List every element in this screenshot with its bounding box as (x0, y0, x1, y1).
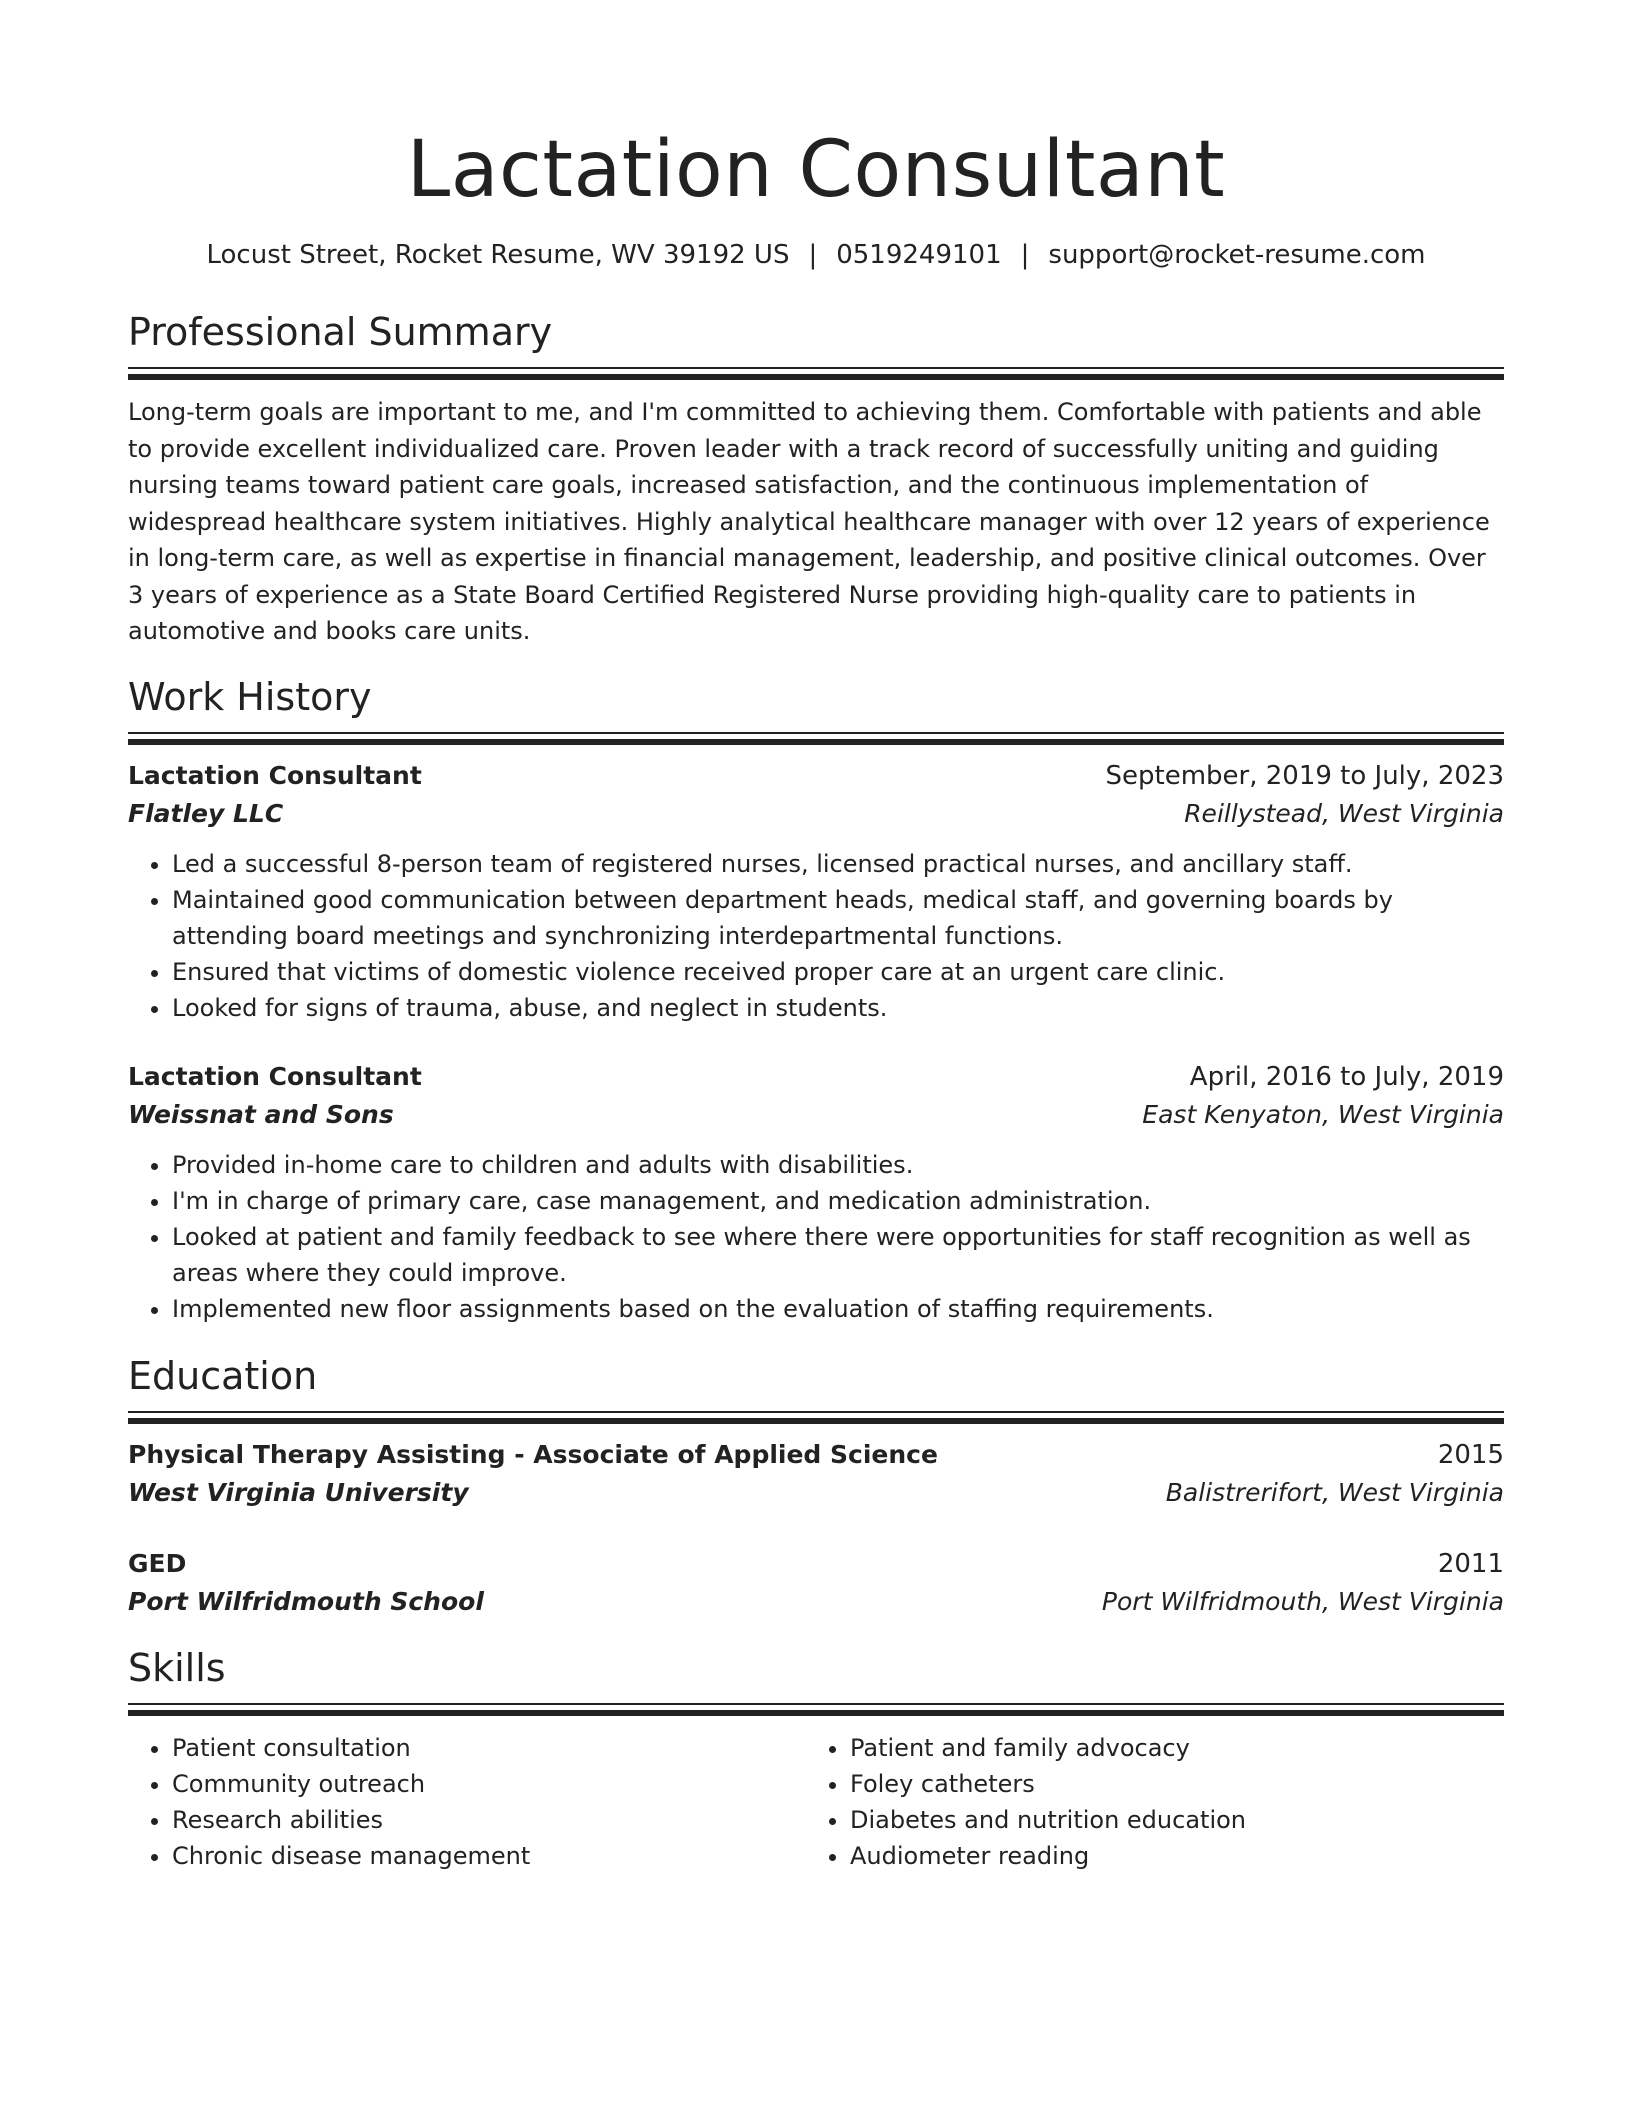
skills-column-right (806, 1730, 1484, 1874)
section-title-skills: Skills (128, 1645, 226, 1690)
skill-item: • Diabetes and nutrition education (850, 1802, 1484, 1838)
education-degree: GED (128, 1548, 187, 1578)
education-entry (128, 1545, 1504, 1621)
job-bullet: • Maintained good communication between department heads, medical staff, and governing boards by attending board meetings and synchronizing interdepartmental functions. (172, 882, 1504, 954)
skill-item: • Audiometer reading (850, 1838, 1484, 1874)
job-bullet: • I'm in charge of primary care, case management, and medication administration. (172, 1183, 1504, 1219)
contact-email: support@rocket-resume.com (1048, 240, 1426, 270)
education-location: Port Wilfridmouth, West Virginia (1101, 1586, 1504, 1616)
job-location: Reillystead, West Virginia (1184, 798, 1504, 828)
section-divider (128, 1411, 1504, 1424)
skill-item: • Patient and family advocacy (850, 1730, 1484, 1766)
contact-line (128, 237, 1504, 273)
contact-phone: 0519249101 (836, 240, 1002, 270)
section-divider (128, 732, 1504, 745)
work-history-section (128, 672, 1504, 1327)
skills-list (128, 1730, 1504, 1874)
job-bullet: • Provided in-home care to children and adults with disabilities. (172, 1147, 1504, 1183)
education-degree: Physical Therapy Assisting - Associate of Applied Science (128, 1439, 938, 1469)
job-entry (128, 1058, 1504, 1327)
education-school: Port Wilfridmouth School (128, 1586, 484, 1616)
job-bullet: • Led a successful 8-person team of registered nurses, licensed practical nurses, and ancillary staff. (172, 846, 1504, 882)
job-bullet: • Implemented new floor assignments based on the evaluation of staffing requirements. (172, 1291, 1504, 1327)
section-title-work-history: Work History (128, 674, 372, 719)
contact-separator: | (808, 240, 818, 270)
contact-address: Locust Street, Rocket Resume, WV 39192 US (206, 240, 790, 270)
skills-column-left (128, 1730, 806, 1874)
resume-page (128, 118, 1504, 1874)
section-title-education: Education (128, 1353, 318, 1398)
job-company: Weissnat and Sons (128, 1099, 394, 1129)
summary-section (128, 307, 1504, 650)
job-company: Flatley LLC (128, 798, 284, 828)
job-bullet: • Looked for signs of trauma, abuse, and neglect in students. (172, 990, 1504, 1026)
job-bullet: • Looked at patient and family feedback to see where there were opportunities for staff recognition as well as areas where they could improve. (172, 1219, 1504, 1291)
job-bullets (128, 1147, 1504, 1327)
skills-section (128, 1643, 1504, 1874)
education-section (128, 1351, 1504, 1621)
job-title: Lactation Consultant (128, 760, 422, 790)
section-divider (128, 1703, 1504, 1716)
job-bullet: • Ensured that victims of domestic violence received proper care at an urgent care clinic. (172, 954, 1504, 990)
skill-item: • Patient consultation (172, 1730, 806, 1766)
section-title-summary: Professional Summary (128, 310, 553, 354)
job-dates: April, 2016 to July, 2019 (1189, 1061, 1504, 1092)
education-year: 2015 (1437, 1439, 1504, 1470)
job-bullets (128, 846, 1504, 1026)
skill-item: • Research abilities (172, 1802, 806, 1838)
summary-text: Long-term goals are important to me, and I'm committed to achieving them. Comfortable with patients and able to provide excellent individualized care. Proven leader with a track record of successfully uniting and guiding nursing teams toward patient care goals, increased satisfaction, and the continuous implementation of widespread healthcare system initiatives. Highly analytical healthcare manager with over 12 years of experience in long-term care, as well as expertise in financial management, leadership, and positive clinical outcomes. Over 3 years of experience as a State Board Certified Registered Nurse providing high-quality care to patients in automotive and books care units. (128, 398, 1490, 645)
job-location: East Kenyaton, West Virginia (1142, 1099, 1504, 1129)
education-school: West Virginia University (128, 1477, 469, 1507)
resume-name: Lactation Consultant (406, 125, 1226, 215)
job-dates: September, 2019 to July, 2023 (1105, 760, 1504, 791)
education-location: Balistrerifort, West Virginia (1165, 1477, 1504, 1507)
job-title: Lactation Consultant (128, 1061, 422, 1091)
skill-item: • Foley catheters (850, 1766, 1484, 1802)
skill-item: • Chronic disease management (172, 1838, 806, 1874)
job-entry (128, 757, 1504, 1026)
skill-item: • Community outreach (172, 1766, 806, 1802)
contact-separator: | (1020, 240, 1030, 270)
section-divider (128, 367, 1504, 380)
education-entry (128, 1436, 1504, 1512)
education-year: 2011 (1437, 1548, 1504, 1579)
